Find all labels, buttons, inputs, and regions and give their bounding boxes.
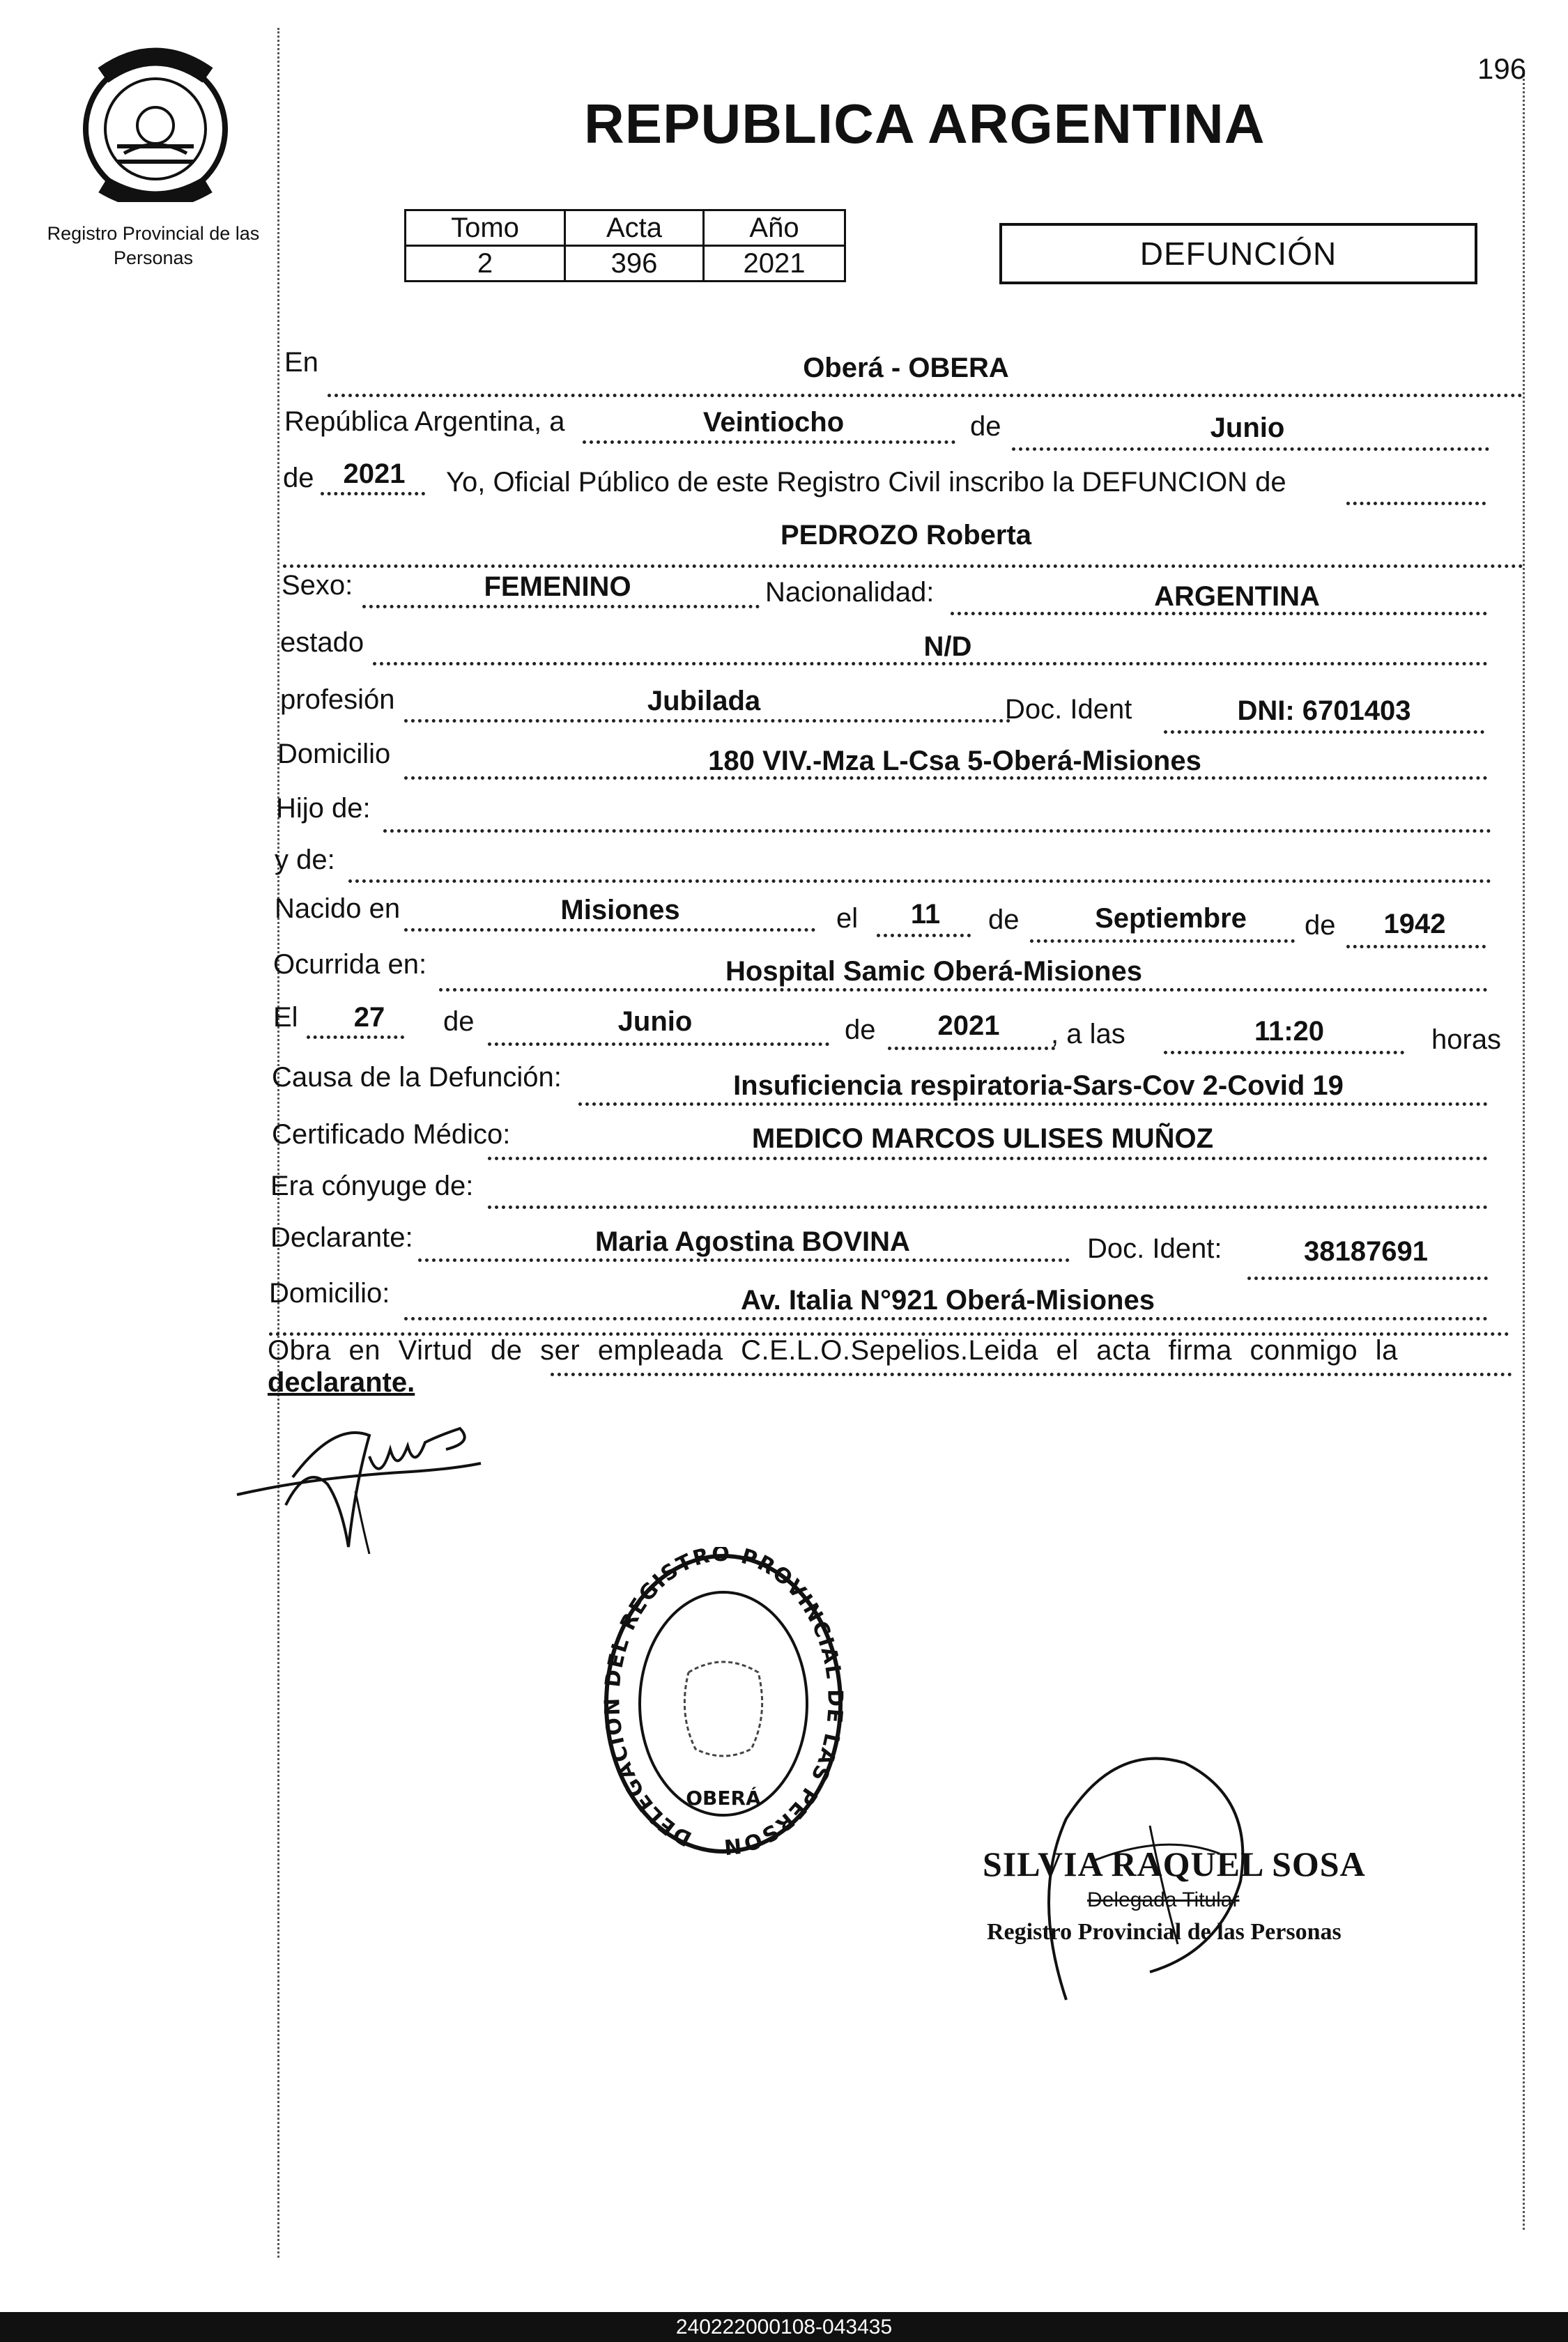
table-header-acta: Acta <box>565 210 704 246</box>
sexo-line <box>362 605 760 608</box>
nacionalidad-line <box>951 612 1487 615</box>
yde-label: y de: <box>275 845 335 875</box>
birth-month: Septiembre <box>1095 903 1247 934</box>
sexo-label: Sexo: <box>282 570 353 601</box>
causa-line <box>578 1102 1488 1106</box>
year-line <box>321 492 425 495</box>
obra-line-1: Obra en Virtud de ser empleada C.E.L.O.Sepelios.Leida el acta firma conmigo la <box>268 1335 1398 1366</box>
seal-city: OBERÁ <box>686 1787 761 1810</box>
nacionalidad-value: ARGENTINA <box>1154 581 1320 612</box>
estado-label: estado <box>280 627 364 658</box>
official-office: Registro Provincial de las Personas <box>987 1919 1342 1945</box>
day-word: Veintiocho <box>702 407 845 438</box>
death-day-line <box>307 1035 404 1039</box>
nacido-lugar: Misiones <box>560 895 680 925</box>
yde-line <box>348 879 1491 883</box>
day-word-line <box>583 440 955 444</box>
statement-line <box>1346 502 1486 505</box>
obra-line-1-underline <box>551 1373 1512 1376</box>
en-line <box>328 394 1523 397</box>
table-value-tomo: 2 <box>406 246 565 282</box>
profesion-label: profesión <box>280 684 395 715</box>
death-month-line <box>488 1042 829 1046</box>
domicilio-line <box>404 776 1488 780</box>
certificado-label: Certificado Médico: <box>272 1119 511 1150</box>
page-number: 196 <box>1477 52 1527 85</box>
nacido-line <box>404 928 815 932</box>
en-value: Oberá - OBERA <box>803 353 1009 383</box>
table-value-ano: 2021 <box>704 246 845 282</box>
birth-month-line <box>1030 939 1295 943</box>
death-year: 2021 <box>937 1010 1000 1041</box>
deceased-name: PEDROZO Roberta <box>780 520 1032 550</box>
official-name: SILVIA RAQUEL SOSA <box>983 1844 1366 1883</box>
table-value-acta: 396 <box>565 246 704 282</box>
horas-label: horas <box>1431 1024 1502 1055</box>
nacido-label: Nacido en <box>275 893 401 924</box>
hijo-label: Hijo de: <box>276 793 371 824</box>
official-title: Delegada Titular <box>1087 1888 1240 1911</box>
conyuge-label: Era cónyuge de: <box>270 1171 474 1201</box>
year: 2021 <box>343 459 406 489</box>
en-label: En <box>284 347 318 378</box>
doc2-label: Doc. Ident: <box>1087 1233 1222 1264</box>
el-label-2: El <box>273 1002 298 1033</box>
causa-label: Causa de la Defunción: <box>272 1062 562 1093</box>
doc-label: Doc. Ident <box>1005 694 1132 725</box>
obra-line-2: declarante. <box>268 1367 415 1398</box>
domicilio2-value: Av. Italia N°921 Oberá-Misiones <box>741 1285 1155 1316</box>
sexo-value: FEMENINO <box>484 571 631 602</box>
el-label: el <box>836 903 859 934</box>
declarante-line <box>418 1258 1070 1262</box>
death-day: 27 <box>353 1002 385 1033</box>
birth-day: 11 <box>910 899 941 930</box>
statement-text: Yo, Oficial Público de este Registro Civil inscribo la DEFUNCION de <box>446 467 1286 498</box>
official-seal <box>598 1547 849 1860</box>
province-emblem <box>75 42 236 202</box>
declarant-signature <box>230 1408 509 1561</box>
month: Junio <box>1210 413 1285 443</box>
month-line <box>1012 447 1489 451</box>
estado-line <box>373 662 1488 665</box>
hijo-line <box>383 829 1491 833</box>
record-type: DEFUNCIÓN <box>1139 236 1337 272</box>
doc2-value: 38187691 <box>1304 1236 1428 1267</box>
declarante-value: Maria Agostina BOVINA <box>595 1226 910 1257</box>
de-label-4: de <box>443 1006 475 1037</box>
birth-day-line <box>877 934 971 937</box>
right-margin-line <box>1523 70 1525 2230</box>
declarante-label: Declarante: <box>270 1222 413 1253</box>
republica-label: República Argentina, a <box>284 406 565 437</box>
svg-text:DELEGACION DEL REGISTRO PROVIN <box>598 1547 847 1859</box>
name-line <box>283 564 1523 568</box>
birth-year-line <box>1346 945 1486 948</box>
domicilio-value: 180 VIV.-Mza L-Csa 5-Oberá-Misiones <box>708 746 1201 776</box>
estado-value: N/D <box>923 631 972 662</box>
conyuge-line <box>488 1205 1488 1209</box>
death-year-line <box>888 1047 1055 1050</box>
doc2-line <box>1247 1277 1488 1280</box>
record-type-box <box>999 223 1477 284</box>
doc-value: DNI: 6701403 <box>1237 695 1411 726</box>
ocurrida-line <box>439 988 1488 992</box>
table-header-tomo: Tomo <box>406 210 565 246</box>
seal-graphic <box>598 1547 849 1860</box>
ocurrida-label: Ocurrida en: <box>273 949 427 980</box>
doc-line <box>1164 730 1484 734</box>
de-label-2: de <box>988 904 1020 935</box>
death-month: Junio <box>617 1006 693 1037</box>
nacionalidad-label: Nacionalidad: <box>765 577 935 608</box>
certificado-line <box>488 1157 1488 1160</box>
table-header-ano: Año <box>704 210 845 246</box>
de-label-1: de <box>970 411 1001 442</box>
seal-ring-text: DELEGACION DEL REGISTRO PROVINCIAL DE LAS PERSON <box>600 1547 847 1859</box>
causa-value: Insuficiencia respiratoria-Sars-Cov 2-Covid 19 <box>733 1070 1344 1101</box>
death-time: 11:20 <box>1254 1016 1325 1047</box>
domicilio-label: Domicilio <box>277 739 391 769</box>
ocurrida-value: Hospital Samic Oberá-Misiones <box>725 956 1142 987</box>
de-label-5: de <box>845 1015 876 1045</box>
year-prefix: de <box>283 463 314 493</box>
footer-code: 240222000108-043435 <box>0 2312 1568 2342</box>
alas-label: , a las <box>1051 1019 1125 1049</box>
registry-name: Registro Provincial de las Personas <box>47 223 260 269</box>
birth-year: 1942 <box>1383 909 1446 939</box>
record-table <box>404 209 846 282</box>
domicilio2-label: Domicilio: <box>269 1278 390 1309</box>
country-title: REPUBLICA ARGENTINA <box>584 93 1266 155</box>
certificado-value: MEDICO MARCOS ULISES MUÑOZ <box>751 1123 1214 1154</box>
de-label-3: de <box>1305 910 1336 941</box>
profesion-line <box>404 719 1010 723</box>
domicilio2-line <box>404 1317 1488 1320</box>
death-time-line <box>1164 1051 1404 1054</box>
profesion-value: Jubilada <box>647 686 761 716</box>
